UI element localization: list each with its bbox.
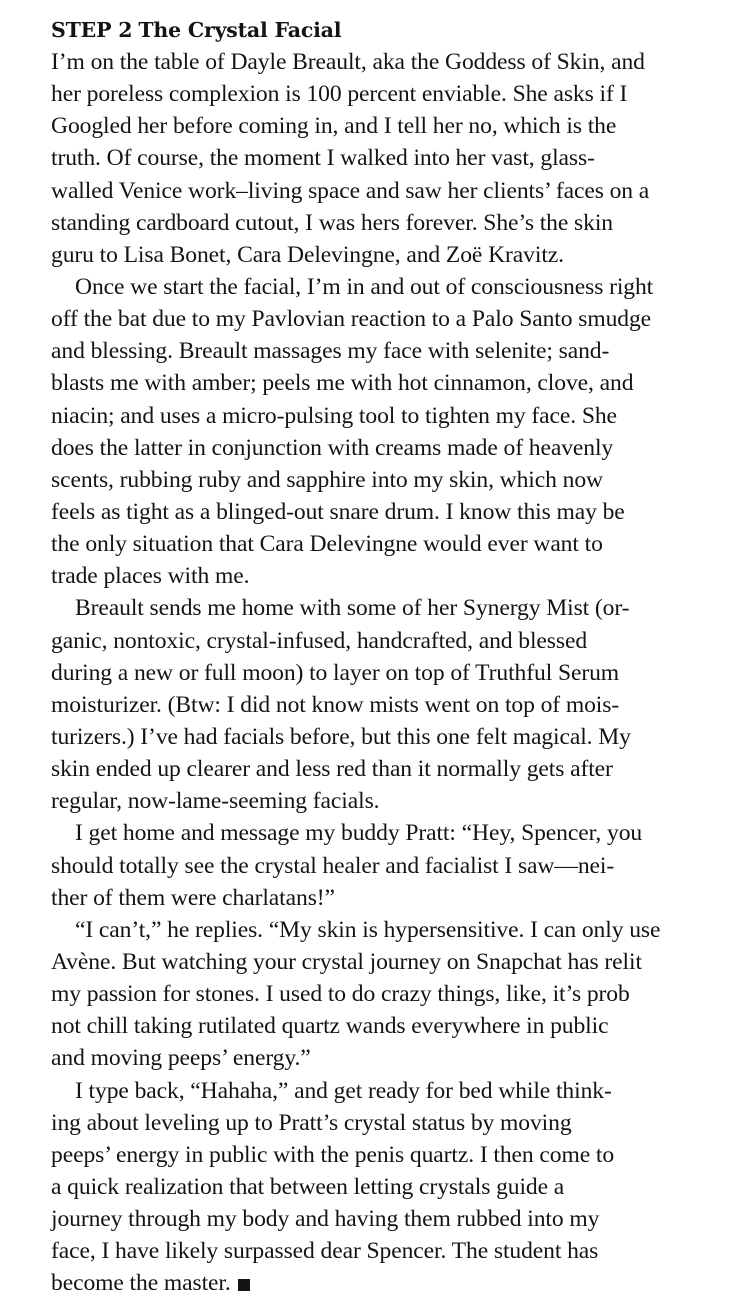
paragraph-line bbox=[51, 753, 711, 785]
line-text: my passion for stones. I used to do crazy things, like, it’s prob bbox=[51, 981, 630, 1008]
line-text: become the master. bbox=[51, 1270, 231, 1297]
line-text: moisturizer. (Btw: I did not know mists went on top of mois- bbox=[51, 691, 620, 718]
paragraph-line bbox=[51, 335, 711, 367]
paragraph bbox=[51, 46, 711, 271]
line-text: and moving peeps’ energy.” bbox=[51, 1045, 311, 1072]
line-text: not chill taking rutilated quartz wands everywhere in public bbox=[51, 1013, 609, 1040]
line-text: and blessing. Breault massages my face with selenite; sand- bbox=[51, 338, 610, 365]
paragraph-line bbox=[51, 978, 711, 1010]
paragraph-line bbox=[51, 528, 711, 560]
line-text: the only situation that Cara Delevingne would ever want to bbox=[51, 531, 603, 558]
line-text: Googled her before coming in, and I tell her no, which is the bbox=[51, 113, 617, 140]
paragraph-line bbox=[51, 592, 711, 624]
line-text: skin ended up clearer and less red than it normally gets after bbox=[51, 756, 613, 783]
paragraph bbox=[51, 914, 711, 1075]
paragraph-line bbox=[51, 1107, 711, 1139]
line-text: guru to Lisa Bonet, Cara Delevingne, and Zoë Kravitz. bbox=[51, 241, 564, 268]
paragraph-line bbox=[51, 1267, 711, 1299]
line-text: face, I have likely surpassed dear Spencer. The student has bbox=[51, 1238, 599, 1265]
paragraph-line bbox=[51, 560, 711, 592]
paragraph-line bbox=[51, 657, 711, 689]
paragraph-line bbox=[51, 496, 711, 528]
paragraph-line bbox=[51, 946, 711, 978]
paragraph-line bbox=[51, 914, 711, 946]
line-text: truth. Of course, the moment I walked into her vast, glass- bbox=[51, 145, 595, 172]
paragraph-line bbox=[51, 78, 711, 110]
line-text: blasts me with amber; peels me with hot cinnamon, clove, and bbox=[51, 370, 634, 397]
paragraph-line bbox=[51, 1042, 711, 1074]
line-text: feels as tight as a blinged-out snare drum. I know this may be bbox=[51, 498, 625, 525]
paragraph-line bbox=[51, 271, 711, 303]
line-text: peeps’ energy in public with the penis quartz. I then come to bbox=[51, 1141, 615, 1168]
line-text: scents, rubbing ruby and sapphire into my skin, which now bbox=[51, 466, 603, 493]
paragraph-line bbox=[51, 1235, 711, 1267]
paragraph bbox=[51, 1075, 711, 1300]
paragraph-line bbox=[51, 625, 711, 657]
paragraph-line bbox=[51, 400, 711, 432]
article-page bbox=[51, 14, 711, 1299]
paragraph-line bbox=[51, 689, 711, 721]
paragraph-line bbox=[51, 721, 711, 753]
paragraph-line bbox=[51, 367, 711, 399]
line-text: ganic, nontoxic, crystal-infused, handcrafted, and blessed bbox=[51, 627, 588, 654]
paragraph-line bbox=[51, 850, 711, 882]
paragraph-line bbox=[51, 46, 711, 78]
line-text: during a new or full moon) to layer on top of Truthful Serum bbox=[51, 659, 620, 686]
line-text: “I can’t,” he replies. “My skin is hypersensitive. I can only use bbox=[75, 916, 661, 943]
paragraph bbox=[51, 817, 711, 913]
paragraph-line bbox=[51, 1075, 711, 1107]
paragraph-line bbox=[51, 817, 711, 849]
paragraph-line bbox=[51, 142, 711, 174]
line-text: a quick realization that between letting crystals guide a bbox=[51, 1173, 565, 1200]
line-text: ing about leveling up to Pratt’s crystal status by moving bbox=[51, 1109, 572, 1136]
step-title: The Crystal Facial bbox=[138, 18, 342, 42]
paragraph-line bbox=[51, 882, 711, 914]
line-text: niacin; and uses a micro-pulsing tool to tighten my face. She bbox=[51, 402, 617, 429]
line-text: Breault sends me home with some of her Synergy Mist (or- bbox=[75, 595, 630, 622]
paragraph-line bbox=[51, 1139, 711, 1171]
end-of-article-square-icon bbox=[238, 1279, 250, 1291]
line-text: journey through my body and having them rubbed into my bbox=[51, 1206, 600, 1233]
paragraph-line bbox=[51, 207, 711, 239]
step-label: STEP 2 bbox=[51, 18, 133, 42]
paragraph bbox=[51, 592, 711, 817]
line-text: trade places with me. bbox=[51, 563, 250, 590]
paragraph-line bbox=[51, 785, 711, 817]
line-text: should totally see the crystal healer and facialist I saw—nei- bbox=[51, 852, 615, 879]
line-text: ther of them were charlatans!” bbox=[51, 884, 335, 911]
line-text: Once we start the facial, I’m in and out of consciousness right bbox=[75, 273, 654, 300]
line-text: off the bat due to my Pavlovian reaction to a Palo Santo smudge bbox=[51, 306, 652, 333]
line-text: turizers.) I’ve had facials before, but this one felt magical. My bbox=[51, 723, 631, 750]
line-text: I’m on the table of Dayle Breault, aka the Goddess of Skin, and bbox=[51, 49, 645, 75]
paragraph-line bbox=[51, 303, 711, 335]
line-text: I get home and message my buddy Pratt: “Hey, Spencer, you bbox=[75, 820, 643, 847]
line-text: I type back, “Hahaha,” and get ready for bed while think- bbox=[75, 1077, 612, 1104]
line-text: her poreless complexion is 100 percent enviable. She asks if I bbox=[51, 81, 628, 108]
paragraph-line bbox=[51, 432, 711, 464]
paragraph-line bbox=[51, 1203, 711, 1235]
paragraph-line bbox=[51, 110, 711, 142]
paragraph bbox=[51, 271, 711, 592]
article-body bbox=[51, 46, 711, 1299]
paragraph-line bbox=[51, 1171, 711, 1203]
line-text: regular, now-lame-seeming facials. bbox=[51, 788, 380, 815]
paragraph-line bbox=[51, 1010, 711, 1042]
line-text: standing cardboard cutout, I was hers forever. She’s the skin bbox=[51, 209, 613, 236]
section-heading bbox=[51, 14, 711, 46]
line-text: Avène. But watching your crystal journey on Snapchat has relit bbox=[51, 948, 642, 975]
line-text: does the latter in conjunction with creams made of heavenly bbox=[51, 434, 614, 461]
paragraph-line bbox=[51, 464, 711, 496]
paragraph-line bbox=[51, 175, 711, 207]
line-text: walled Venice work–living space and saw her clients’ faces on a bbox=[51, 177, 650, 204]
paragraph-line bbox=[51, 239, 711, 271]
